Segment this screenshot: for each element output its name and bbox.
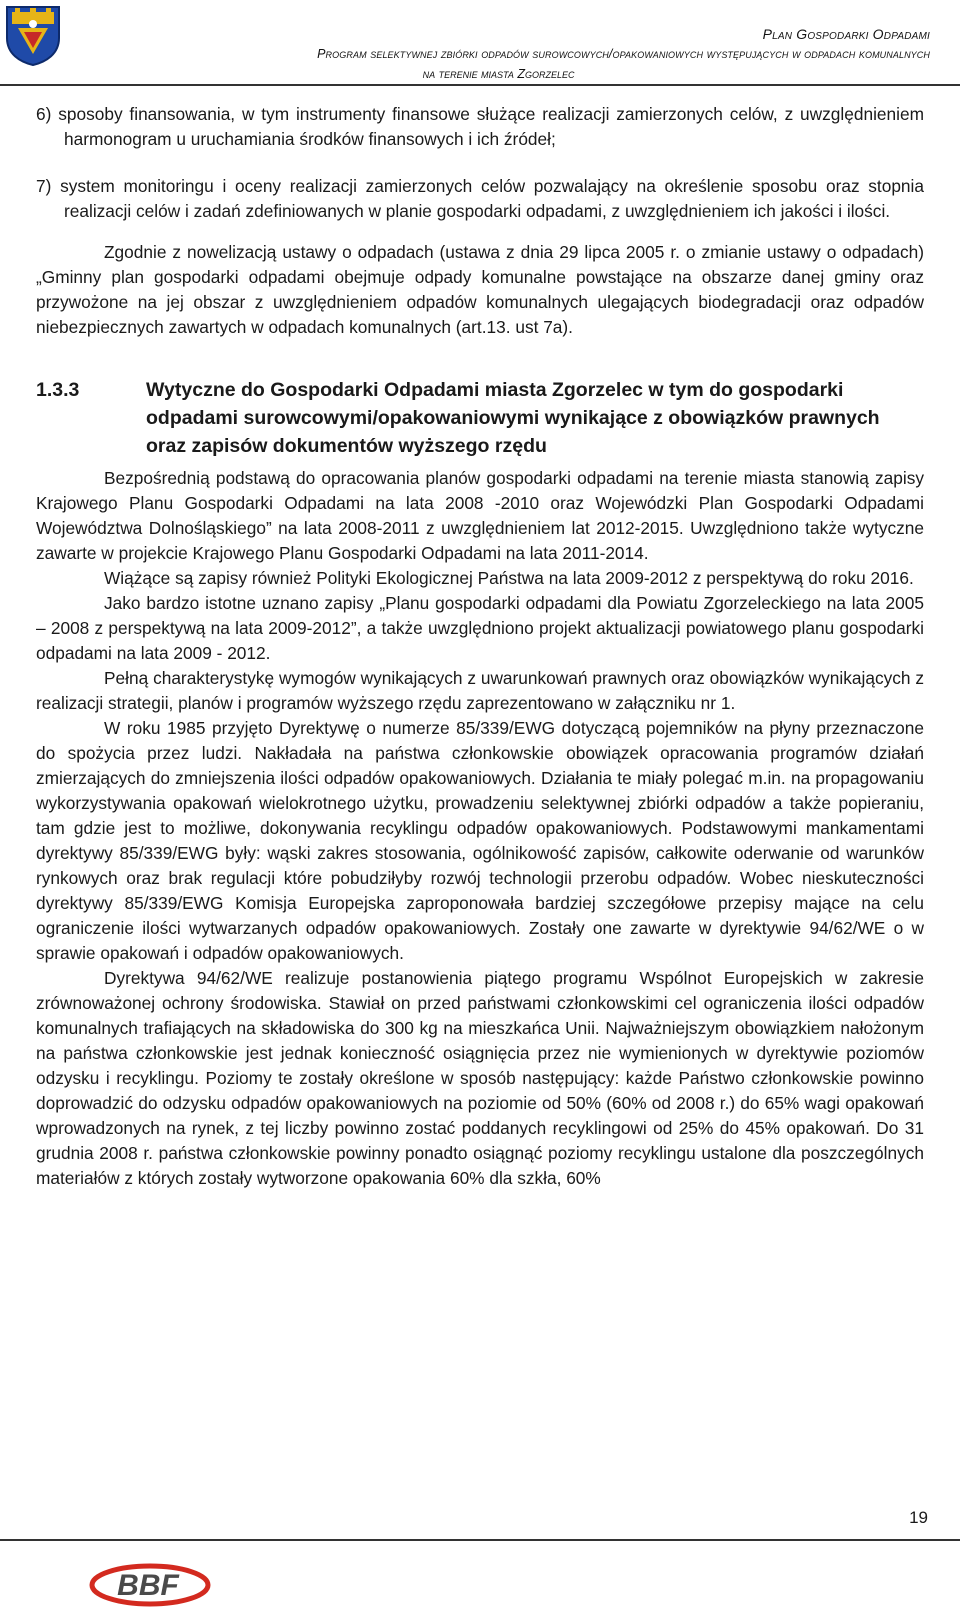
header-text-block [317,24,930,84]
document-body [36,102,924,1191]
intro-paragraph: Zgodnie z nowelizacją ustawy o odpadach (ustawa z dnia 29 lipca 2005 r. o zmianie ustawy o odpadach) „Gminny plan gospodarki odpadami obejmuje odpady komunalne powstające na obszarze danej gminy oraz przywożone na jej obszar z uwzględnieniem odpadów komunalnych ulegających biodegradacji oraz odpadów niebezpiecznych zawartych w odpadach komunalnych (art.13. ust 7a). [36,242,924,337]
list-item: 7) system monitoringu i oceny realizacji zamierzonych celów pozwalający na określenie sposobu oraz stopnia realizacji celów i zadań zdefiniowanych w planie gospodarki odpadami, z uwzględnieniem ich jakości i ilości. [36,176,924,221]
header-divider [0,84,960,86]
list-item: 6) sposoby finansowania, w tym instrumenty finansowe służące realizacji zamierzonych celów, z uwzględnieniem harmonogram u uruchamiania środków finansowych i ich źródeł; [36,104,924,149]
header-location: na terenie miasta Zgorzelec [422,67,575,81]
header-subtitle: Program selektywnej zbiórki odpadów surowcowych/opakowaniowych występujących w odpadach komunalnych [317,47,930,61]
city-crest-icon [4,4,62,66]
paragraph: Wiążące są zapisy również Polityki Ekologicznej Państwa na lata 2009-2012 z perspektywą do roku 2016. [104,568,914,588]
page-header [0,0,960,86]
footer-divider [0,1539,960,1541]
paragraph: Pełną charakterystykę wymogów wynikających z uwarunkowań prawnych oraz obowiązków wynikających z realizacji strategii, planów i programów wyższego rzędu zaprezentowano w załączniku nr 1. [36,668,924,713]
paragraph: Bezpośrednią podstawą do opracowania planów gospodarki odpadami na terenie miasta stanowią zapisy Krajowego Planu Gospodarki Odpadami na lata 2008 -2010 oraz Wojewódzki Plan Gospodarki Odpadami Województwa Dolnośląskiego” na lata 2008-2011 z uwzględnieniem lat 2012-2015. Uwzględniono także wytyczne zawarte w projekcie Krajowego Planu Gospodarki Odpadami na lata 2011-2014. [36,468,924,563]
bbf-logo-icon [82,1555,212,1609]
paragraph: Jako bardzo istotne uznano zapisy „Planu gospodarki odpadami dla Powiatu Zgorzeleckiego na lata 2005 – 2008 z perspektywą na lata 2009-2012”, a także uwzględniono projekt aktualizacji powiatowego planu gospodarki odpadami na lata 2009 - 2012. [36,593,924,663]
section-heading [36,376,924,460]
section-title: Wytyczne do Gospodarki Odpadami miasta Zgorzelec w tym do gospodarki odpadami surowcowymi/opakowaniowymi wynikające z obowiązków prawnych oraz zapisów dokumentów wyższego rzędu [146,379,880,457]
page-number: 19 [909,1508,928,1527]
svg-text:BBF: BBF [117,1569,179,1602]
header-title: Plan Gospodarki Odpadami [762,26,930,42]
paragraph: Dyrektywa 94/62/WE realizuje postanowienia piątego programu Wspólnot Europejskich w zakresie zrównoważonej ochrony środowiska. Stawiał on przed państwami członkowskimi cel ograniczenia ilości odpadów komunalnych trafiających na składowiska do 300 kg na mieszkańca Unii. Najważniejszym obowiązkiem nałożonym na państwa członkowskie jest jednak konieczność osiągnięcia przez nie wymienionych w dyrektywie poziomów odzysku i recyklingu. Poziomy te zostały określone w sposób następujący: każde Państwo członkowskie powinno doprowadzić do odzysku odpadów opakowaniowych na poziomie od 50% (60% od 2008 r.) do 65% wagi opakowań wprowadzonych na rynek, z tej liczby powinno zostać poddanych recyklingowi od 25% do 45% opakowań. Do 31 grudnia 2008 r. państwa członkowskie powinny ponadto osiągnąć poziomy recyklingu ustalone dla poszczególnych materiałów z których zostały wytworzone opakowania 60% dla szkła, 60% [36,968,924,1188]
paragraph: W roku 1985 przyjęto Dyrektywę o numerze 85/339/EWG dotyczącą pojemników na płyny przeznaczone do spożycia przez ludzi. Nakładała na państwa członkowskie obowiązek opracowania programów działań zmierzających do zmniejszenia ilości odpadów opakowaniowych. Działania te miały polegać m.in. na propagowaniu wykorzystywania opakowań wielokrotnego użytku, prowadzeniu selektywnej zbiórki odpadów a także popieraniu, tam gdzie jest to możliwe, dokonywania recyklingu odpadów opakowaniowych. Podstawowymi mankamentami dyrektywy 85/339/EWG były: wąski zakres stosowania, ogólnikowość zapisów, całkowite oderwanie od warunków rynkowych oraz brak regulacji które pobudziłyby rozwój technologii przerobu odpadów. Wobec nieskuteczności dyrektywy 85/339/EWG Komisja Europejska zaproponowała bardziej szczegółowe przepisy mające na celu ograniczenie ilości wytwarzanych odpadów opakowaniowych. Zostały one zawarte w dyrektywie 94/62/WE o w sprawie opakowań i odpadów opakowaniowych. [36,718,924,963]
section-number: 1.3.3 [36,379,80,401]
